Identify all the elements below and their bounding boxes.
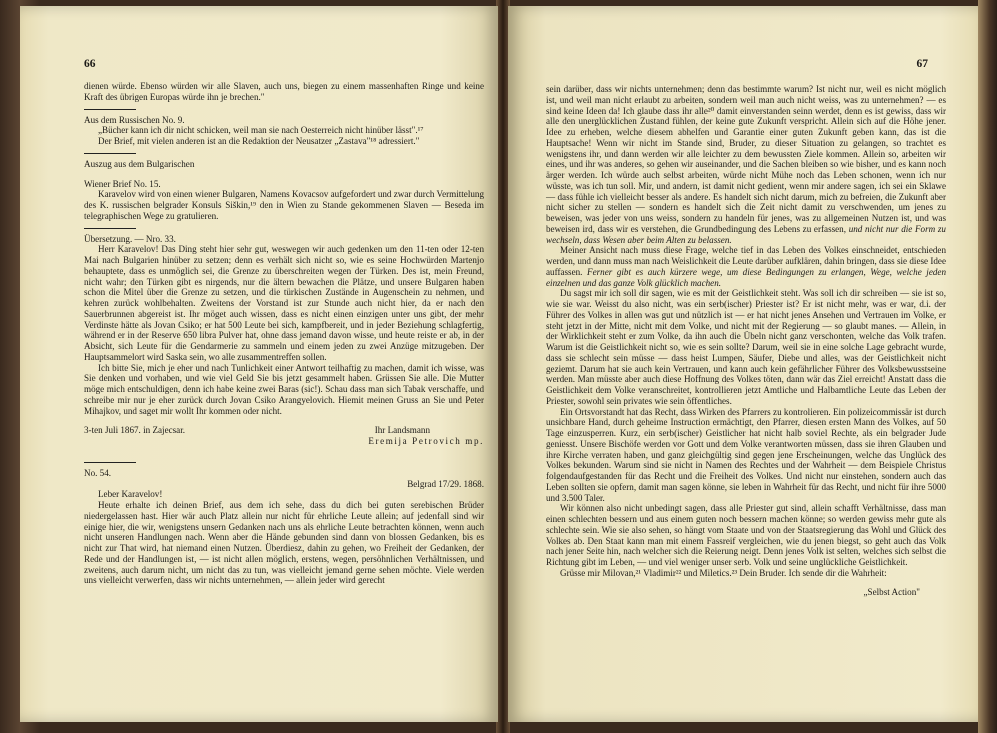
paragraph: Heute erhalte ich deinen Brief, aus dem ich sehe, dass du dich bei guten serebischen Brüder niedergelassen hast. Hier wär auch Platz allein nur nicht für ehrliche Leute allein; auf jedenfall sind wir einige hier, die wir, wenigstens unsern Gedanken nach uns als ehrliche Leute betrachten können, wenn auch nicht unseren Handlungen nach. Wenn aber die Hände gebunden sind dann von blossen Gedanken, bis es nicht zur That wird, hat niemand einen Nutzen. Überdiesz, dahin zu gehen, wo Freiheit der Gedanken, der Rede und der Handlungen ist, — ist nicht allen möglich, erstens, wegen, persöhnlichen Verhältnissen, und zweitens, auch darum nicht, um nicht das zu tun, was vielleicht jemand gerne sehen möchte. Viele werden uns vielleicht verwerfen, dass wir nichts unternehmen, — allein jeder wird gerecht: [84, 500, 484, 586]
paragraph: Herr Karavelov! Das Ding steht hier sehr gut, weswegen wir auch gedenken um den 11-ten oder 12-ten Mai nach Bulgarien hinüber zu setzen; denn es verhält sich nicht so, wie es seine Hochwürden Martenjo behauptete, dass es unmöglich sei, die Grenze zu überschreiten wegen der Türken. Des ist, mein Freund, nicht wahr; den Türken gibt es nirgends, nur die ältern bewachen die Plätze, und unsere Bulgaren haben schon die Mitel über die Grenze zu setzen, und die türkischen Zustände in Augenschein zu nehmen, und kehren zurück wohlbehalten. Zweitens der Vorstand ist zur Stunde auch nicht hier, da er nach den Sauerbrunnen abgereist ist. Ihr möget auch wissen, dass es nicht einen einzigen unter uns gibt, der mehr Verdinste hätte als Jovan Csiko; er hat 500 Leute bei sich, kampfbereit, und in jeder Beziehung schlagfertig, während er in der Reserve 650 libra Pulver hat, ohne dass jemand davon wisse, und heute reiste er ab, in der Absicht, sich Leute für die Gendarmerie zu sammeln und einem jeden zu zwei Anzüge mitzugeben. Der Hauptsammelort wird Saska sein, wo alle zusammentreffen sollen.: [84, 244, 484, 362]
section-heading: No. 54.: [84, 467, 112, 478]
dateline: Belgrad 17/29. 1868.: [407, 478, 484, 489]
date-place: 3-ten Juli 1867. in Zajecsar.: [84, 425, 186, 436]
page-number: 66: [84, 58, 96, 70]
italic-passage: Ferner gibt es auch kürzere wege, um diese Bedingungen zu erlangen, Wege, welche jeden einzelnen und das ganze Volk glücklich machen.: [546, 266, 946, 288]
closing: Ihr Landsmann: [374, 425, 430, 436]
section-rule: [84, 109, 136, 110]
signature: Eremija Petrovich mp.: [368, 436, 484, 446]
section-rule: [84, 462, 136, 463]
paragraph: Wir können also nicht unbedingt sagen, dass alle Priester gut sind, allein schafft Verhältnisse, dass man einen schlechten bessern und aus einem guten noch bessern machen könne; so werden gewiss mehr gute als schlechte sein. Wie sie also sehen, so hängt vom Staate und von der Staatsregierung das Wohl und Glück des Volkes ab. Den Staat kann man mit einem Fassreif vergleichen, wie du jenen biegst, so geht auch das Volk nach jener Seite hin, nach welcher sich die Reierung neigt. Denn jenes Volk ist selten, welches sich selbst die Richtung gibt im Leben, — und viel weniger unser serb. Volk und seine unglückliche Geistlichkeit.: [546, 503, 946, 567]
right-page: [508, 6, 978, 722]
paragraph: Meiner Ansicht nach muss diese Frage, welche tief in das Leben des Volkes einschneidet, entschieden werden, und dann muss man nach Weislichkeit die Leute darüber aufklären, dahin bringen, dass sie diese Idee auffassen. Ferner gibt es auch kürzere wege, um diese Bedingungen zu erlangen, Wege, welche jeden einzelnen und das ganze Volk glücklich machen.: [546, 245, 946, 288]
paragraph: Ich bitte Sie, mich je eher und nach Tunlichkeit einer Antwort teilhaftig zu machen, damit ich wisse, was Sie denken und vorhaben, und wie viel Geld Sie bis jetzt gesammelt haben. Grüssen Sie alle. Die Mutter möge mich entschuldigen, denn ich habe keine zwei Baras (sic!). Schau dass man sich Tabak verschaffe, und schreibe mir nur je eher zurück durch Jovan Csiko Arangyelovich. Hiemit meinen Gruss an Sie und Peter Mihajkov, und saget mir wollt Ihr kommen oder nicht.: [84, 362, 484, 416]
section-subheading: Wiener Brief No. 15.: [84, 178, 161, 189]
paragraph: Ein Ortsvorstandt hat das Recht, dass Wirken des Pfarrers zu kontrolieren. Ein polizeicommissär ist durch unsichbare Hand, durch geheime Instruction ermächtigt, den Pfarrer, diesen ersten Mann des Volkes, auf 50 Tage einzusperren. Kurz, ein serb(ischer) Geistlicher hat nicht halb soviel Rechte, als ein belgrader Jude geniesst. Unsere Bischöfe werden vor Gott und dem Volke verantworten müssen, dass sie ihren Glauben und ihre Kirche verraten haben, und ganz gleichgültig sind gegen jene Erscheinungen, welche das Unglück des Volkes bekunden. Warum sind sie nicht in Namen des Rechtes und der Wahrheit — dem Beispiele Christus folgendaufgestanden für das Recht und die Freiheit des Volkes. Und nicht nur einstehen, sondern auch das Leben sollten sie opfern, damit man sagen könne, sie leben in Wahrheit für das Recht, und nicht für ihre 5000 und 3.500 Taler.: [546, 406, 946, 503]
paragraph: dienen würde. Ebenso würden wir alle Slaven, auch uns, biegen zu einem massenhaften Ringe und keine Kraft des übrigen Europas würde ihn je brechen.": [84, 81, 484, 102]
page-edge: [978, 0, 997, 733]
section-rule: [84, 153, 136, 154]
left-page: [20, 6, 498, 722]
left-page-text: [84, 81, 484, 586]
signoff: „Selbst Action": [863, 586, 920, 597]
right-page-text: [546, 84, 946, 597]
paragraph: sein darüber, dass wir nichts unternehmen; denn das bestimmte warum? Ist nicht nur, weil es nicht möglich ist, und weil man nicht erlaubt zu arbeiten, sondern weil man auch nicht weiss, was zu unternehmen? — es sind keine Ideen da! Ich glaube dass ihr alle²⁰ damit einverstanden seinn werdet, denn es ist gewiss, dass wir alle den unerglücklichen Zustand fühlen, der keine gute Zukunft verspricht. Allein sich auf die Höhe jener. Idee zu erheben, welche diesem abhelfen und Garantie einer guten Zukunft geben kann, das ist die Hauptsache! Wenn wir nicht im Stande sind, Bruder, zu dieser Situation zu gelangen, so trachtet es wenigstens ihr, und dann werden wir alle leichter zu dem bewussten Ziele kommen. Allein so, arbeiten wir eines, und ihr was anderes, so gehen wir auseinander, und die Sachen bleiben so wie bisher, und es kann noch ärger werden. Ich würde auch selbst arbeiten, würde nicht Mühe noch das Leben schonen, wenn ich nur wüsste, was ich tun soll. Mir, und andern, ist damit nicht gedient, wenn mir andere sagen, ich sei ein Sklawe — dass fühle ich vielleicht besser als andere. Es handelt sich nicht darum, mich zu befreien, die Zukunft aber nicht sicher zu stellen — sondern es handelt sich die Zeit nicht damit zu verschwenden, um jenes zu beweisen, was jeder von uns weiss, sondern zu handeln für jenes, was zu allgemeinen Nutzen ist, und was beweisen ird, dass wir es verstehen, die Grundbedingung des Lebens zu erfassen, und nicht nur die Form zu wechseln, dass Wesen aber beim Alten zu belassen.: [546, 84, 946, 245]
paragraph: Grüsse mir Milovan,²¹ Vladimir²² und Miletics.²³ Dein Bruder. Ich sende dir die Wahrheit:: [560, 567, 887, 578]
paragraph: Du sagst mir ich soll dir sagen, wie es mit der Geistlichkeit steht. Was soll ich dir schreiben — sie ist so, wie sie war. Weisst du also nicht, was ein serb(ischer) Priester ist? Er ist nicht mehr, was er war, d.i. der Führer des Volkes in allen was gut und nützlich ist — er hat nicht jenes Ansehen und Vertrauen im Volke, er steht jetzt in der Mitte, nicht mit dem Volke, und nicht mit der Regierung — so glaubt manes. — Allein, in der Wirklichkeit steht er zum Volke, da ihn auch die Übeln nicht ganz verschonten, welche das Volk trafen. Warum ist die Geistlichkeit nicht so, wie es sein sollte? Darum, weil sie in eine solche Lage gebracht wurde, dass sie schlecht sein müsse — dass heist Lumpen, Säufer, Diebe und alles, was der Geistlichkeit nicht geziemt. Darum hat sie auch kein Vertrauen, und kann auch kein gefährlicher Führer des Volksbewusstseine werden. Man müsste aber auch diese Hoffnung des Volkes töten, dann wär das Ziel erreicht! Anstatt dass die Geistlichkeit dem Volke veranschreitet, kontrollieren jetzt Amtliche und Halbamtliche Leute das Leben der Priester, sowohl sein privates wie sein öffentliches.: [546, 288, 946, 406]
page-number: 67: [916, 58, 928, 70]
paragraph: Der Brief, mit vielen anderen ist an die Redaktion der Neusatzer „Zastava"¹⁸ adressiert.": [98, 136, 420, 146]
paragraph: „Bücher kann ich dir nicht schicken, weil man sie nach Oesterreich nicht hinüber lässt".¹⁷: [98, 125, 424, 136]
section-rule: [84, 228, 136, 229]
letter-footer: [84, 425, 484, 436]
section-heading: Übersetzung. — Nro. 33.: [84, 233, 176, 244]
salutation: Leber Karavelov!: [98, 489, 163, 500]
italic-passage: und nicht nur die Form zu wechseln, dass Wesen aber beim Alten zu belassen.: [546, 223, 946, 245]
paragraph: Karavelov wird von einen wiener Bulgaren, Namens Kovacsov aufgefordert und zwar durch Vermittelung des K. russischen belgrader Konsuls Siškin,¹⁹ den in Wien zu Stande gekommenen Slaven — Beseda im telegraphischen Wege zu gratulieren.: [84, 189, 484, 221]
section-heading: Auszug aus dem Bulgarischen: [84, 158, 195, 169]
section-heading: Aus dem Russischen No. 9.: [84, 114, 185, 125]
